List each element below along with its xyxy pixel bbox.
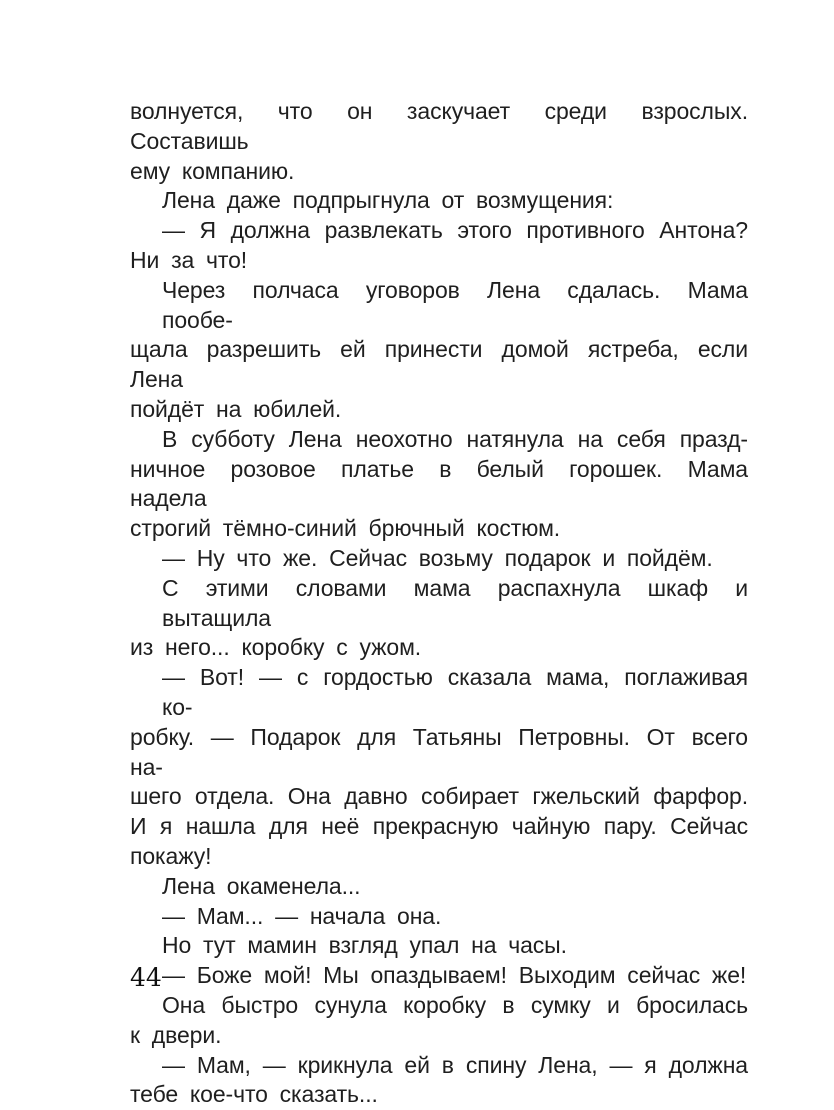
paragraph	[130, 186, 748, 216]
text-line: Ни за что!	[130, 246, 748, 276]
text-line: пойдёт на юбилей.	[130, 395, 748, 425]
paragraph	[130, 961, 748, 991]
paragraph	[130, 991, 748, 1051]
paragraph	[130, 97, 748, 186]
paragraph	[130, 276, 748, 425]
text-line: Лена даже подпрыгнула от возмущения:	[130, 186, 748, 216]
text-line: — Ну что же. Сейчас возьму подарок и пойдём.	[130, 544, 748, 574]
text-line: Но тут мамин взгляд упал на часы.	[130, 931, 748, 961]
text-line: — Мам, — крикнула ей в спину Лена, — я должна	[130, 1051, 748, 1081]
text-line: И я нашла для неё прекрасную чайную пару. Сейчас	[130, 812, 748, 842]
page-number: 44	[130, 963, 162, 992]
text-line: Она быстро сунула коробку в сумку и бросилась	[130, 991, 748, 1021]
text-line: покажу!	[130, 842, 748, 872]
text-line: ничное розовое платье в белый горошек. Мама надела	[130, 455, 748, 515]
paragraph	[130, 425, 748, 544]
text-line: — Я должна развлекать этого противного Антона?	[130, 216, 748, 246]
text-line: из него... коробку с ужом.	[130, 633, 748, 663]
text-line: к двери.	[130, 1021, 748, 1051]
paragraph	[130, 574, 748, 663]
text-line: — Боже мой! Мы опаздываем! Выходим сейчас же!	[130, 961, 748, 991]
text-line: — Мам... — начала она.	[130, 902, 748, 932]
paragraph	[130, 902, 748, 932]
text-line: тебе кое-что сказать...	[130, 1080, 748, 1110]
paragraph	[130, 1051, 748, 1110]
paragraph	[130, 931, 748, 961]
text-line: робку. — Подарок для Татьяны Петровны. От всего на-	[130, 723, 748, 783]
text-line: В субботу Лена неохотно натянула на себя празд-	[130, 425, 748, 455]
text-line: щала разрешить ей принести домой ястреба, если Лена	[130, 335, 748, 395]
text-line: — Вот! — с гордостью сказала мама, поглаживая ко-	[130, 663, 748, 723]
text-line: волнуется, что он заскучает среди взрослых. Составишь	[130, 97, 748, 157]
paragraph	[130, 872, 748, 902]
paragraph	[130, 544, 748, 574]
paragraph	[130, 663, 748, 872]
text-line: Через полчаса уговоров Лена сдалась. Мама пообе-	[130, 276, 748, 336]
text-block	[130, 97, 748, 1110]
text-line: шего отдела. Она давно собирает гжельский фарфор.	[130, 782, 748, 812]
text-line: ему компанию.	[130, 157, 748, 187]
text-line: строгий тёмно-синий брючный костюм.	[130, 514, 748, 544]
paragraph	[130, 216, 748, 276]
text-line: Лена окаменела...	[130, 872, 748, 902]
text-line: С этими словами мама распахнула шкаф и вытащила	[130, 574, 748, 634]
